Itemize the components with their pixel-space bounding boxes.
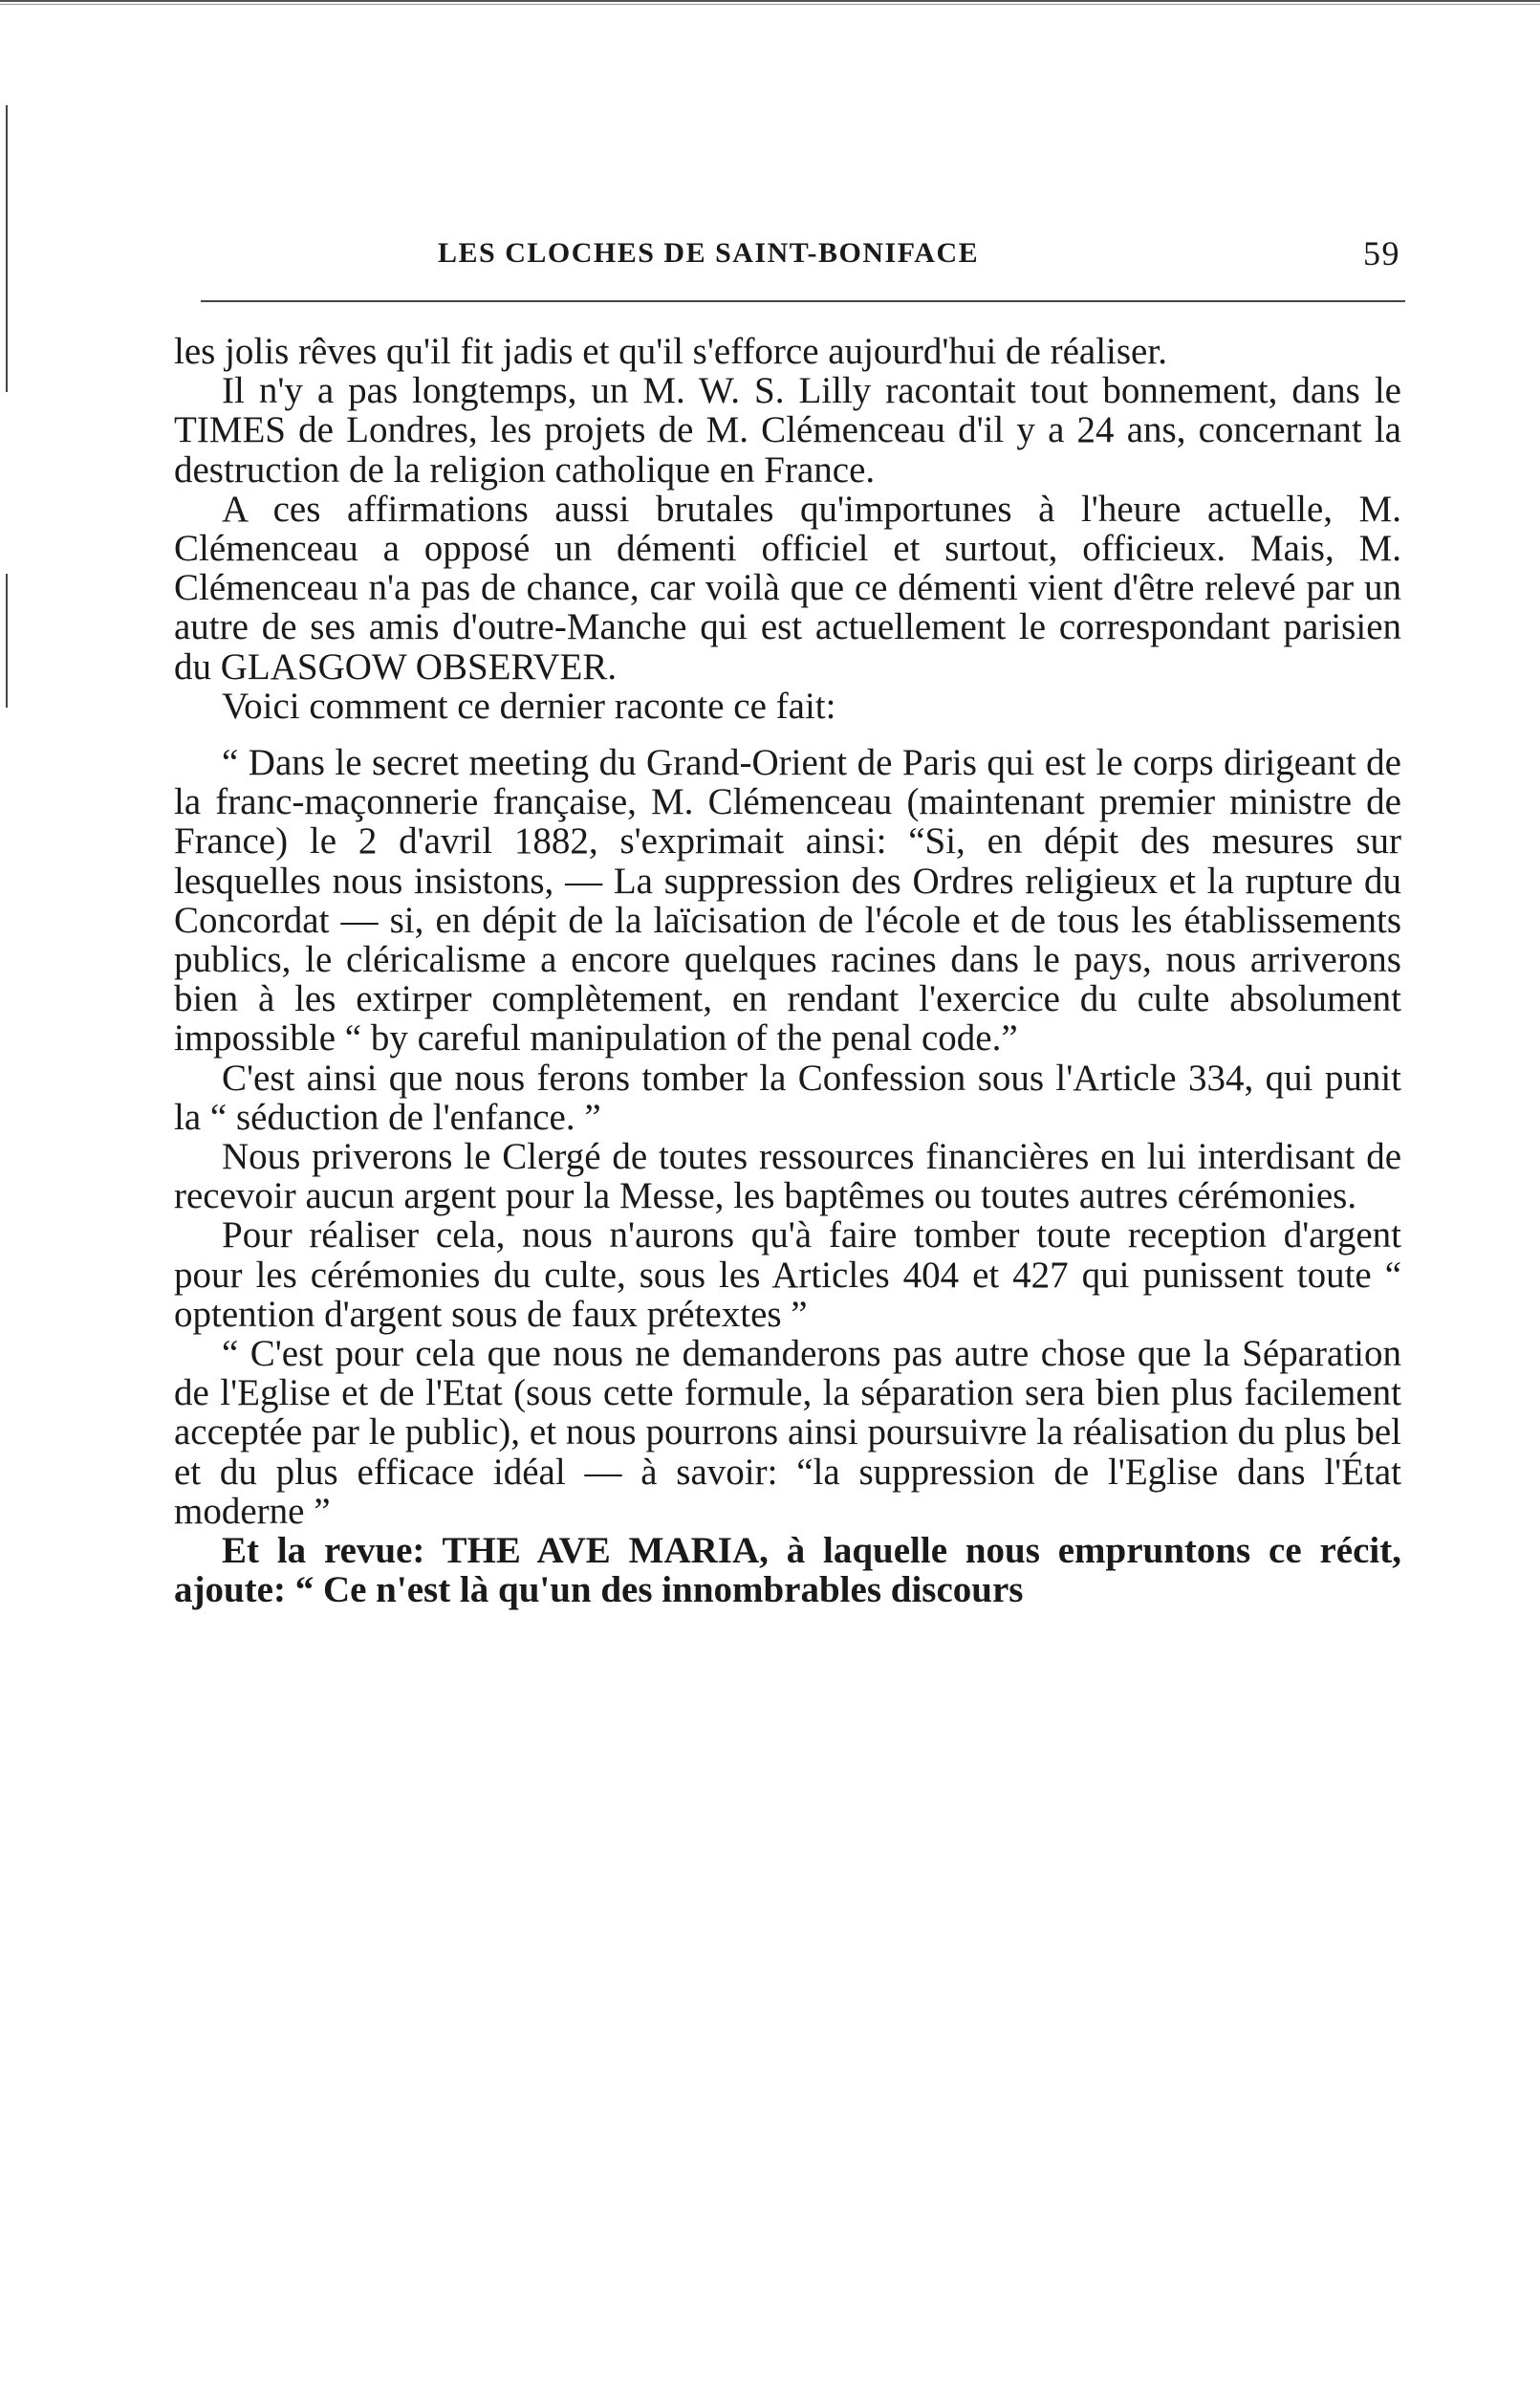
paragraph: Et la revue: THE AVE MARIA, à laquelle nous empruntons ce récit, ajoute: “ Ce n'est là qu'un des innombrables discours bbox=[174, 1530, 1401, 1611]
paragraph: les jolis rêves qu'il fit jadis et qu'il s'efforce aujourd'hui de réaliser. bbox=[174, 331, 1167, 372]
running-title: LES CLOCHES DE SAINT-BONIFACE bbox=[438, 237, 980, 269]
header-rule bbox=[201, 300, 1405, 302]
top-edge-rule bbox=[0, 0, 1540, 6]
page-edge-mark bbox=[6, 574, 8, 708]
quoted-paragraph: “ Dans le secret meeting du Grand-Orient de Paris qui est le corps dirigeant de la franc-maçonnerie française, M. Clémenceau (maintenant premier ministre de France) le 2 d'avril 1882, s'exprimait ainsi: “Si, en dépit des mesures sur lesquelles nous insistons, — La suppression des Ordres religieux et la rupture du Concordat — si, en dépit de la laïcisation de l'école et de tous les établissements publics, le cléricalisme a encore quelques racines dans le pays, nous arriverons bien à les extirper complètement, en rendant l'exercice du culte absolument impossible “ by careful manipulation of the penal code.” bbox=[174, 742, 1401, 1060]
page-number: 59 bbox=[1363, 234, 1400, 273]
running-header bbox=[172, 234, 1400, 275]
paragraph: Nous priverons le Clergé de toutes ressources financières en lui interdisant de recevoir aucun argent pour la Messe, les baptêmes ou toutes autres cérémonies. bbox=[174, 1136, 1401, 1217]
paragraph: Pour réaliser cela, nous n'aurons qu'à faire tomber toute reception d'argent pour les cérémonies du culte, sous les Articles 404 et 427 qui punissent toute “ optention d'argent sous de faux prétextes ” bbox=[174, 1214, 1401, 1335]
page-edge-mark bbox=[6, 105, 8, 392]
paragraph: A ces affirmations aussi brutales qu'importunes à l'heure actuelle, M. Clémenceau a opposé un démenti officiel et surtout, officieux. Mais, M. Clémenceau n'a pas de chance, car voilà que ce démenti vient d'être relevé par un autre de ses amis d'outre-Manche qui est actuellement le correspondant parisien du GLASGOW OBSERVER. bbox=[174, 488, 1401, 688]
paragraph: Il n'y a pas longtemps, un M. W. S. Lilly racontait tout bonnement, dans le TIMES de Londres, les projets de M. Clémenceau d'il y a 24 ans, concernant la destruction de la religion catholique en France. bbox=[174, 370, 1401, 491]
body-text bbox=[174, 332, 1401, 1610]
paragraph: C'est ainsi que nous ferons tomber la Confession sous l'Article 334, qui punit la “ séduction de l'enfance. ” bbox=[174, 1057, 1401, 1138]
paragraph: “ C'est pour cela que nous ne demanderons pas autre chose que la Séparation de l'Eglise et de l'Etat (sous cette formule, la séparation sera bien plus facilement acceptée par le public), et nous pourrons ainsi poursuivre la réalisation du plus bel et du plus efficace idéal — à savoir: “la suppression de l'Eglise dans l'État moderne ” bbox=[174, 1333, 1401, 1532]
paragraph: Voici comment ce dernier raconte ce fait: bbox=[222, 685, 836, 727]
